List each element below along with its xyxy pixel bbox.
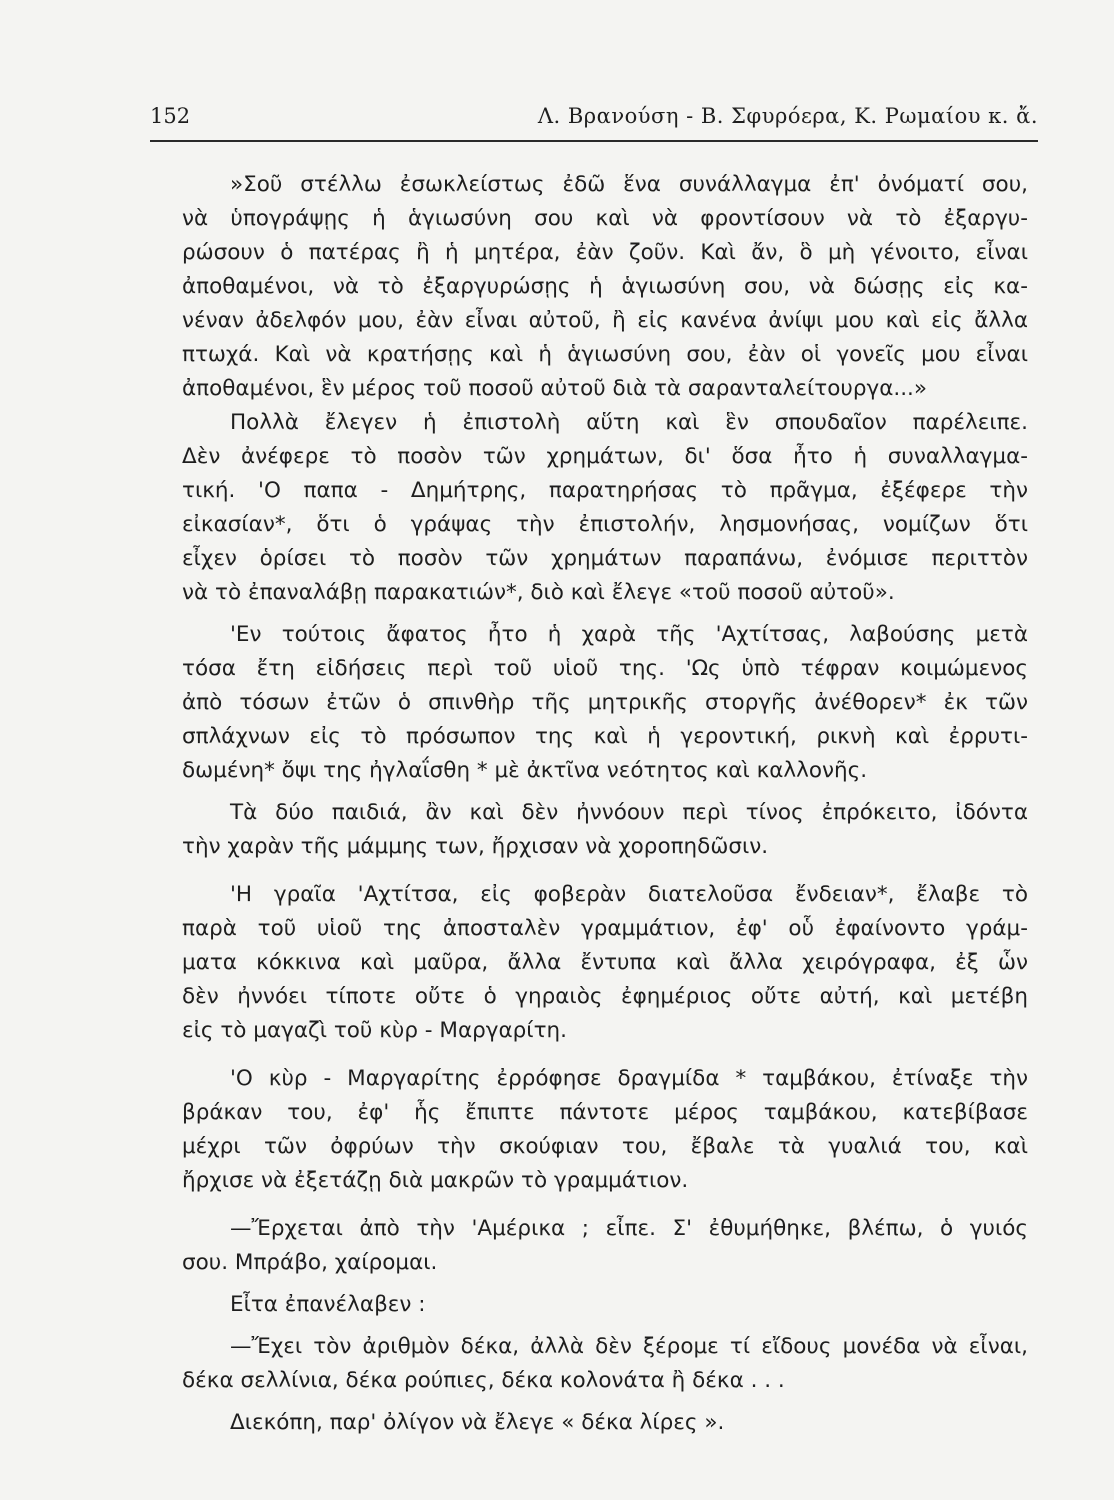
text-line: πτωχά. Καὶ νὰ κρατήσῃς καὶ ἡ ἁγιωσύνη σου, ἐὰν οἱ γονεῖς μου εἶναι	[182, 342, 1028, 367]
text-line: ἀποθαμένοι, ἓν μέρος τοῦ ποσοῦ αὐτοῦ διὰ τὰ σαρανταλείτουργα...»	[182, 376, 928, 401]
text-line: Πολλὰ ἔλεγεν ἡ ἐπιστολὴ αὕτη καὶ ἓν σπουδαῖον παρέλειπε.	[230, 410, 1028, 435]
text-line: εἰκασίαν*, ὅτι ὁ γράψας τὴν ἐπιστολήν, λησμονήσας, νομίζων ὅτι	[182, 512, 1028, 537]
paragraph	[182, 1288, 1028, 1322]
text-line: νέναν ἀδελφόν μου, ἐὰν εἶναι αὐτοῦ, ἢ εἰς κανένα ἀνίψι μου καὶ εἰς ἄλλα	[182, 308, 1028, 333]
text-line: 'Ο κὺρ - Μαργαρίτης ἐρρόφησε δραγμίδα * ταμβάκου, ἐτίναξε τὴν	[230, 1066, 1028, 1091]
text-line: σπλάχνων εἰς τὸ πρόσωπον της καὶ ἡ γεροντική, ρικνὴ καὶ ἐρρυτι-	[182, 724, 1028, 749]
text-line: δωμένη* ὄψι της ἠγλαΐσθη * μὲ ἀκτῖνα νεότητος καὶ καλλονῆς.	[182, 758, 868, 783]
running-head: Λ. Βρανούση - Β. Σφυρόερα, Κ. Ρωμαίου κ. ἄ.	[537, 104, 1038, 128]
paragraph	[182, 1062, 1028, 1198]
text-line: βράκαν του, ἐφ' ἧς ἔπιπτε πάντοτε μέρος ταμβάκου, κατεβίβασε	[182, 1100, 1028, 1125]
text-line: νὰ τὸ ἐπαναλάβῃ παρακατιών*, διὸ καὶ ἔλεγε «τοῦ ποσοῦ αὐτοῦ».	[182, 580, 895, 605]
dialogue-paragraph	[182, 1330, 1028, 1398]
paragraph-letter	[182, 168, 1028, 406]
text-line: εἶχεν ὁρίσει τὸ ποσὸν τῶν χρημάτων παραπάνω, ἐνόμισε περιττὸν	[182, 546, 1028, 571]
text-line: τὴν χαρὰν τῆς μάμμης των, ἤρχισαν νὰ χοροπηδῶσιν.	[182, 834, 769, 859]
text-line: σου. Μπράβο, χαίρομαι.	[182, 1250, 438, 1275]
text-line: τική. 'Ο παπα - Δημήτρης, παρατηρήσας τὸ πρᾶγμα, ἐξέφερε τὴν	[182, 478, 1028, 503]
page-body	[182, 168, 1028, 1440]
paragraph	[182, 796, 1028, 864]
text-line: Δὲν ἀνέφερε τὸ ποσὸν τῶν χρημάτων, δι' ὅσα ἦτο ἡ συναλλαγμα-	[182, 444, 1028, 469]
page-number: 152	[150, 104, 191, 128]
paragraph	[182, 618, 1028, 788]
paragraph	[182, 406, 1028, 610]
text-line: »Σοῦ στέλλω ἐσωκλείστως ἐδῶ ἕνα συνάλλαγμα ἐπ' ὀνόματί σου,	[230, 172, 1028, 197]
text-line: εἰς τὸ μαγαζὶ τοῦ κὺρ - Μαργαρίτη.	[182, 1018, 567, 1043]
text-line: Διεκόπη, παρ' ὀλίγον νὰ ἔλεγε « δέκα λίρες ».	[230, 1410, 725, 1435]
text-line: ρώσουν ὁ πατέρας ἢ ἡ μητέρα, ἐὰν ζοῦν. Καὶ ἄν, ὃ μὴ γένοιτο, εἶναι	[182, 240, 1028, 265]
text-line: ἤρχισε νὰ ἐξετάζῃ διὰ μακρῶν τὸ γραμμάτιον.	[182, 1168, 689, 1193]
dialogue-paragraph	[182, 1212, 1028, 1280]
text-line: ματα κόκκινα καὶ μαῦρα, ἄλλα ἔντυπα καὶ ἄλλα χειρόγραφα, ἐξ ὧν	[182, 950, 1028, 975]
text-line: Τὰ δύο παιδιά, ἂν καὶ δὲν ἠννόουν περὶ τίνος ἐπρόκειτο, ἰδόντα	[230, 800, 1028, 825]
text-line: 'Εν τούτοις ἄφατος ἦτο ἡ χαρὰ τῆς 'Αχτίτσας, λαβούσης μετὰ	[230, 622, 1028, 647]
page-header	[150, 100, 1038, 142]
text-line: ἀπὸ τόσων ἐτῶν ὁ σπινθὴρ τῆς μητρικῆς στοργῆς ἀνέθορεν* ἐκ τῶν	[182, 690, 1028, 715]
text-line: δὲν ἠννόει τίποτε οὔτε ὁ γηραιὸς ἐφημέριος οὔτε αὐτή, καὶ μετέβη	[182, 984, 1028, 1009]
paragraph	[182, 878, 1028, 1048]
text-line: νὰ ὑπογράψῃς ἡ ἁγιωσύνη σου καὶ νὰ φροντίσουν νὰ τὸ ἐξαργυ-	[182, 206, 1028, 231]
text-line: —Ἔχει τὸν ἀριθμὸν δέκα, ἀλλὰ δὲν ξέρομε τί εἴδους μονέδα νὰ εἶναι,	[230, 1334, 1028, 1359]
text-line: μέχρι τῶν ὀφρύων τὴν σκούφιαν του, ἔβαλε τὰ γυαλιά του, καὶ	[182, 1134, 1028, 1159]
text-line: —Ἔρχεται ἀπὸ τὴν 'Αμέρικα ; εἶπε. Σ' ἐθυμήθηκε, βλέπω, ὁ γυιός	[230, 1216, 1028, 1241]
paragraph	[182, 1406, 1028, 1440]
text-line: παρὰ τοῦ υἱοῦ της ἀποσταλὲν γραμμάτιον, ἐφ' οὗ ἐφαίνοντο γράμ-	[182, 916, 1028, 941]
text-line: ἀποθαμένοι, νὰ τὸ ἐξαργυρώσῃς ἡ ἁγιωσύνη σου, νὰ δώσῃς εἰς κα-	[182, 274, 1028, 299]
text-line: δέκα σελλίνια, δέκα ρούπιες, δέκα κολονάτα ἢ δέκα . . .	[182, 1368, 785, 1393]
text-line: τόσα ἔτη εἰδήσεις περὶ τοῦ υἱοῦ της. 'Ως ὑπὸ τέφραν κοιμώμενος	[182, 656, 1028, 681]
text-line: 'Η γραῖα 'Αχτίτσα, εἰς φοβερὰν διατελοῦσα ἔνδειαν*, ἔλαβε τὸ	[230, 882, 1028, 907]
text-line: Εἶτα ἐπανέλαβεν :	[230, 1292, 426, 1317]
